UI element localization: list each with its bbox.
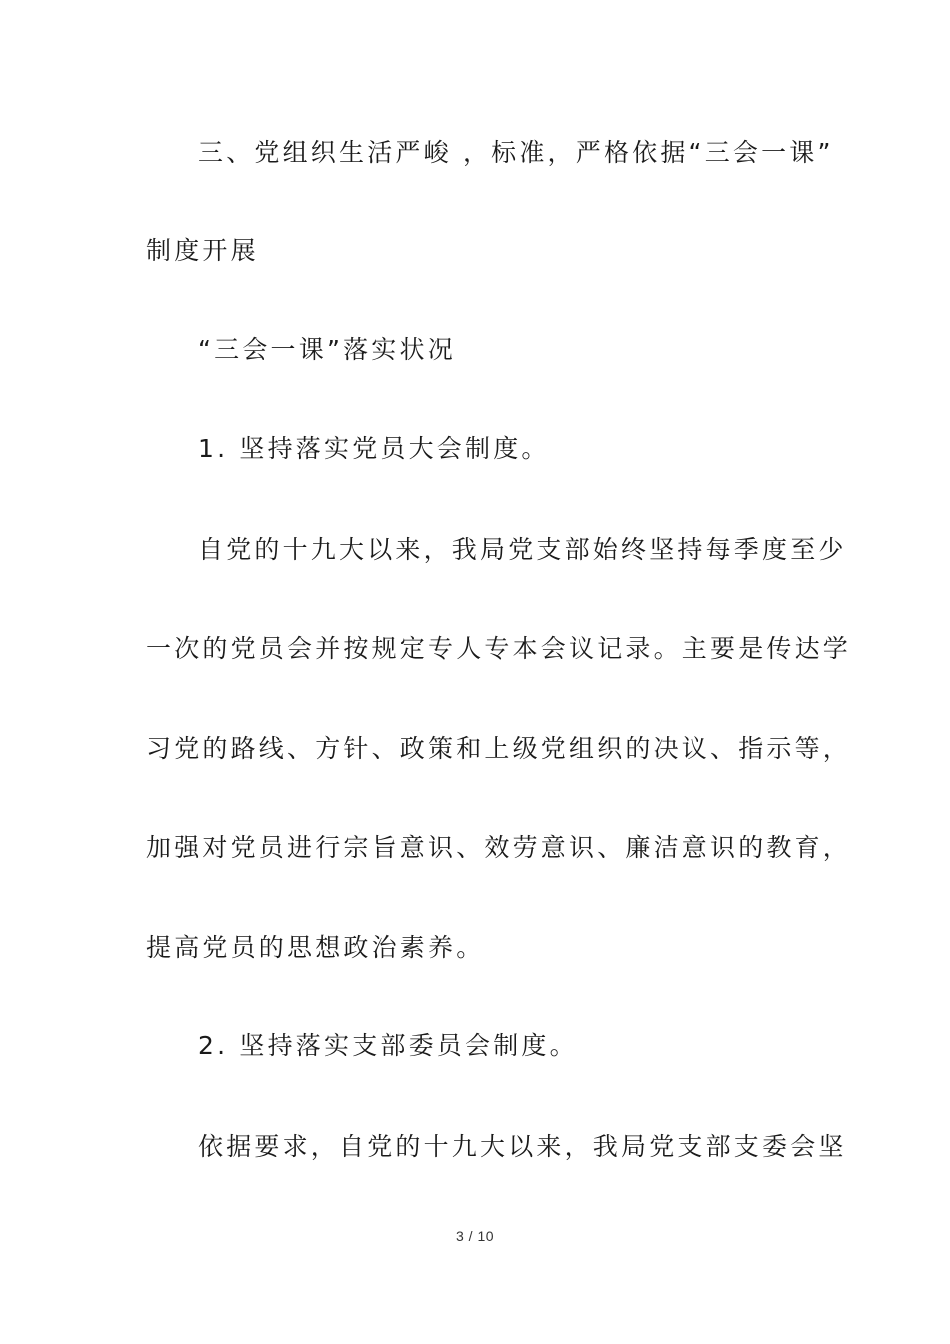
paragraph-line: 一次的党员会并按规定专人专本会议记录。主要是传达学 <box>146 634 852 663</box>
paragraph-line: 提高党员的思想政治素养。 <box>146 933 485 962</box>
paragraph-line: 习党的路线、方针、政策和上级党组织的决议、指示等， <box>146 734 852 763</box>
page-number: 3 / 10 <box>455 1228 495 1244</box>
subsection-heading: “三会一课”落实状况 <box>198 335 456 364</box>
item-heading-1: 1. 坚持落实党员大会制度。 <box>198 434 550 463</box>
section-heading: 三、党组织生活严峻 ，标准，严格依据“三会一课” <box>198 138 834 167</box>
paragraph-line: 依据要求，自党的十九大以来，我局党支部支委会坚 <box>198 1132 847 1161</box>
section-heading-continued: 制度开展 <box>146 236 259 265</box>
item-heading-2: 2. 坚持落实支部委员会制度。 <box>198 1031 578 1060</box>
paragraph-line: 加强对党员进行宗旨意识、效劳意识、廉洁意识的教育， <box>146 833 852 862</box>
paragraph-line: 自党的十九大以来，我局党支部始终坚持每季度至少 <box>198 535 847 564</box>
